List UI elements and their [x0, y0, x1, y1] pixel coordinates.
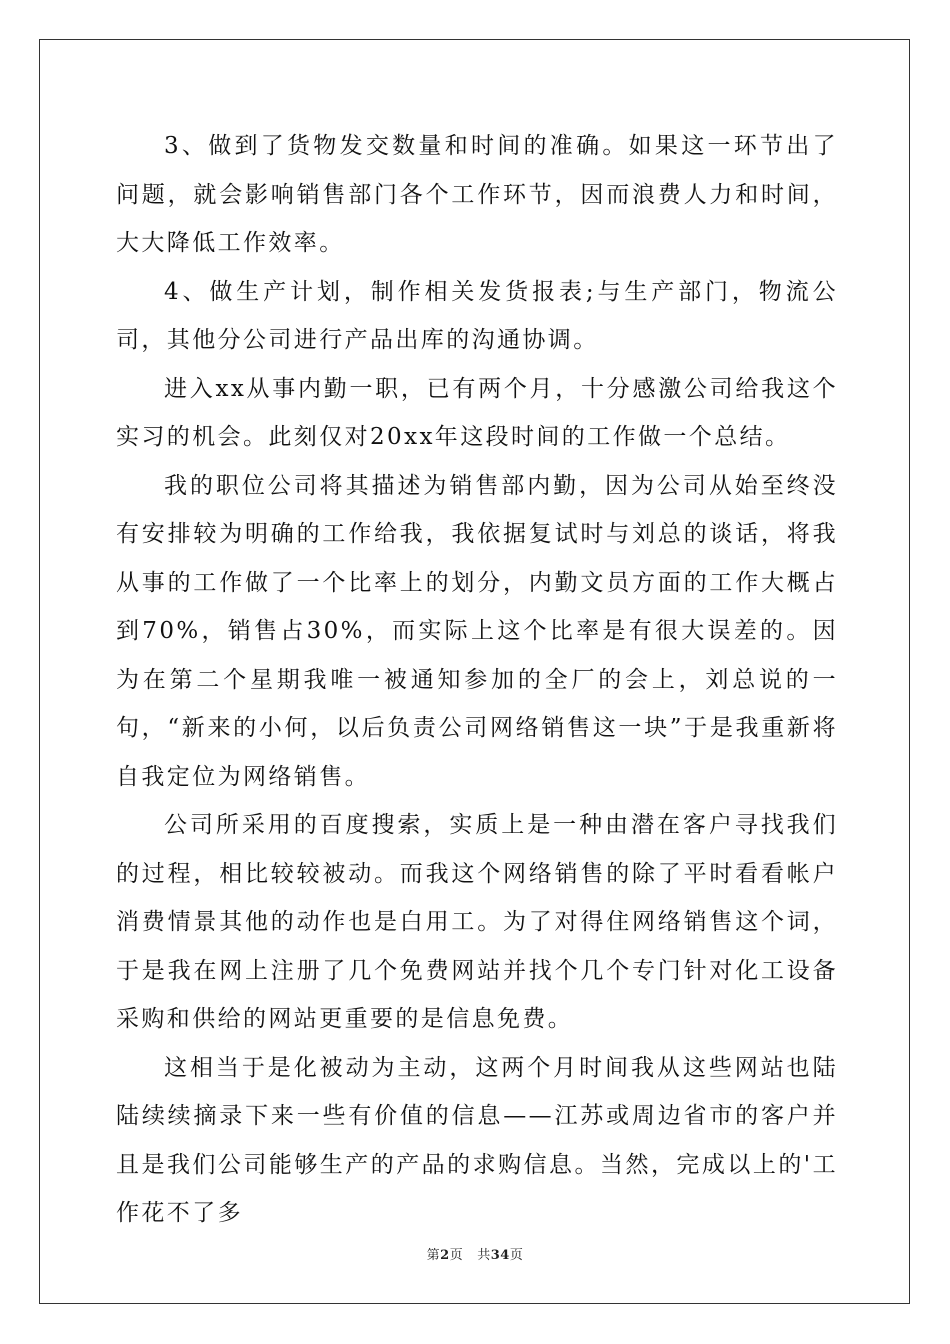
page-suffix: 页 [449, 1248, 464, 1263]
paragraph-4: 我的职位公司将其描述为销售部内勤，因为公司从始至终没有安排较为明确的工作给我，我依据复试时与刘总的谈话，将我从事的工作做了一个比率上的划分，内勤文员方面的工作大概占到70%，销售占30%，而实际上这个比率是有很大误差的。因为在第二个星期我唯一被通知参加的全厂的会上，刘总说的一句，“新来的小何，以后负责公司网络销售这一块”于是我重新将自我定位为网络销售。 [116, 472, 838, 790]
current-page-number: 2 [440, 1248, 450, 1263]
paragraph-6: 这相当于是化被动为主动，这两个月时间我从这些网站也陆陆续续摘录下来一些有价值的信息——江苏或周边省市的客户并且是我们公司能够生产的产品的求购信息。当然，完成以上的'工作花不了多 [116, 1054, 838, 1226]
total-page-count: 34 [490, 1248, 510, 1263]
document-body [116, 122, 838, 1238]
paragraph-2: 4、做生产计划，制作相关发货报表;与生产部门，物流公司，其他分公司进行产品出库的沟通协调。 [116, 278, 838, 353]
paragraph-1: 3、做到了货物发交数量和时间的准确。如果这一环节出了问题，就会影响销售部门各个工作环节，因而浪费人力和时间，大大降低工作效率。 [116, 133, 838, 256]
paragraph-5: 公司所采用的百度搜索，实质上是一种由潜在客户寻找我们的过程，相比较较被动。而我这个网络销售的除了平时看看帐户消费情景其他的动作也是白用工。为了对得住网络销售这个词，于是我在网上注册了几个免费网站并找个几个专门针对化工设备采购和供给的网站更重要的是信息免费。 [116, 812, 838, 1032]
page-footer [0, 1244, 950, 1263]
total-suffix: 页 [509, 1248, 524, 1263]
total-prefix: 共 [477, 1248, 491, 1263]
paragraph-3: 进入xx从事内勤一职，已有两个月，十分感激公司给我这个实习的机会。此刻仅对20xx年这段时间的工作做一个总结。 [116, 375, 838, 450]
page-prefix: 第 [426, 1248, 441, 1263]
